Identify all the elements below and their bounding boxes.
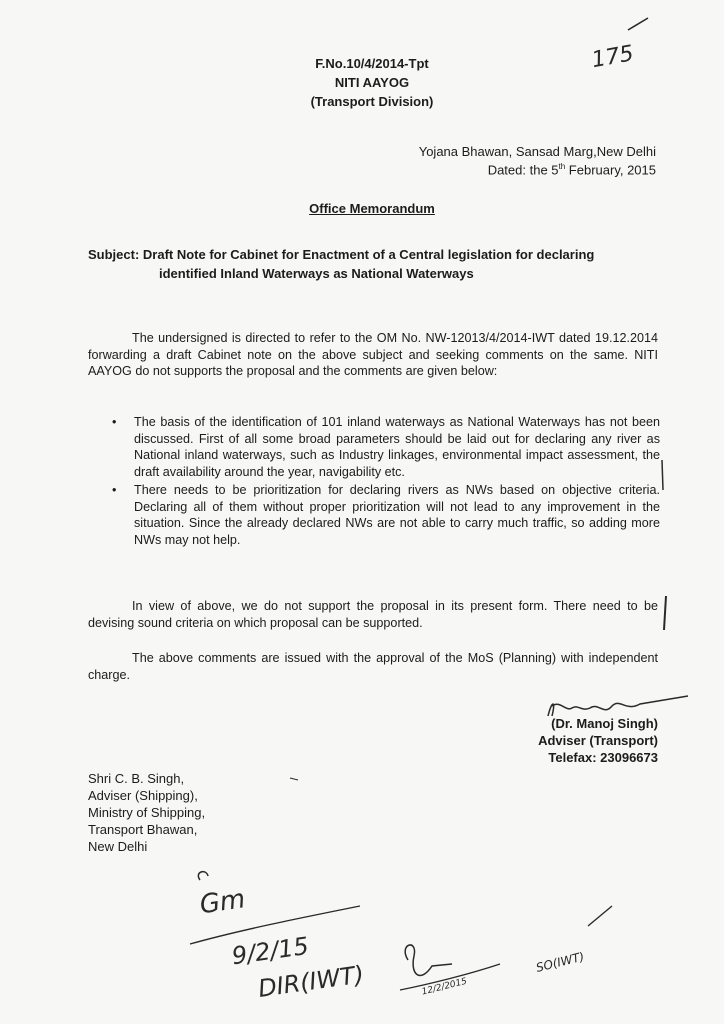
addressee-line: Ministry of Shipping, [88, 805, 206, 820]
addressee-line: Transport Bhawan, [88, 822, 198, 837]
bullet-icon: • [112, 415, 117, 429]
signatory-name: (Dr. Manoj Singh) [551, 716, 658, 731]
division-name: (Transport Division) [310, 94, 434, 109]
handwritten-page-number [590, 18, 648, 73]
signatory-telefax: Telefax: 23096673 [548, 750, 658, 765]
margin-line [664, 176, 666, 494]
svg-text:DIR(IWT): DIR(IWT) [256, 960, 366, 1003]
svg-text:175: 175 [589, 41, 636, 74]
intro-text: The undersigned is directed to refer to the OM No. NW-12013/4/2014-IWT dated 19.12.2014 forwarding a draft Cabinet note on the above subject and seeking comments on the same. NITI AAYOG do not supports the proposal and the comments are given below: [88, 331, 658, 378]
handwritten-initials [400, 945, 500, 998]
bullet-icon: • [112, 483, 117, 497]
margin-tick-icon [664, 596, 666, 630]
addressee-line: Adviser (Shipping), [88, 788, 198, 803]
approval-text: The above comments are issued with the approval of the MoS (Planning) with independent charge. [88, 651, 658, 682]
handwritten-section-note [535, 906, 612, 975]
date-prefix: Dated: the 5 [487, 162, 559, 178]
office-address: Yojana Bhawan, Sansad Marg,New Delhi [418, 144, 656, 159]
organisation-name: NITI AAYOG [334, 75, 410, 90]
file-number: F.No.10/4/2014-Tpt [315, 56, 429, 71]
svg-text:Gm: Gm [197, 884, 248, 921]
bullet-text-2: There needs to be prioritization for declaring rivers as NWs based on objective criteria. Declaring all of them without proper prioritization will not lead to any improvement in the situation. Since the already declared NWs are not able to carry much traffic, so adding more NWs may not help. [134, 483, 660, 547]
svg-text:9/2/15: 9/2/15 [230, 931, 311, 971]
conclusion-text: In view of above, we do not support the proposal in its present form. There need to be devising sound criteria on which proposal can be supported. [88, 599, 658, 630]
svg-text:SO(IWT): SO(IWT) [534, 949, 586, 975]
handwritten-forwarding-note [190, 872, 366, 1003]
signatory-designation: Adviser (Transport) [538, 733, 658, 748]
memo-title: Office Memorandum [309, 201, 435, 216]
margin-bracket-icon [662, 460, 663, 490]
handwritten-signature [548, 696, 688, 716]
stray-mark-icon [290, 778, 298, 780]
svg-text:12/2/2015: 12/2/2015 [420, 976, 469, 998]
date-superscript: th [558, 162, 566, 171]
addressee-line: Shri C. B. Singh, [88, 771, 185, 786]
subject-line-2: identified Inland Waterways as National Waterways [159, 266, 474, 281]
date-suffix: February, 2015 [565, 162, 656, 178]
addressee-line: New Delhi [88, 839, 148, 854]
bullet-text-1: The basis of the identification of 101 inland waterways as National Waterways has not been discussed. First of all some broad parameters should be laid out for declaring any river as National inland waterways, such as Industry linkages, environmental impact assessment, the draft availability around the year, navigability etc. [134, 415, 660, 479]
subject-line-1: Subject: Draft Note for Cabinet for Enactment of a Central legislation for declaring [88, 247, 595, 262]
